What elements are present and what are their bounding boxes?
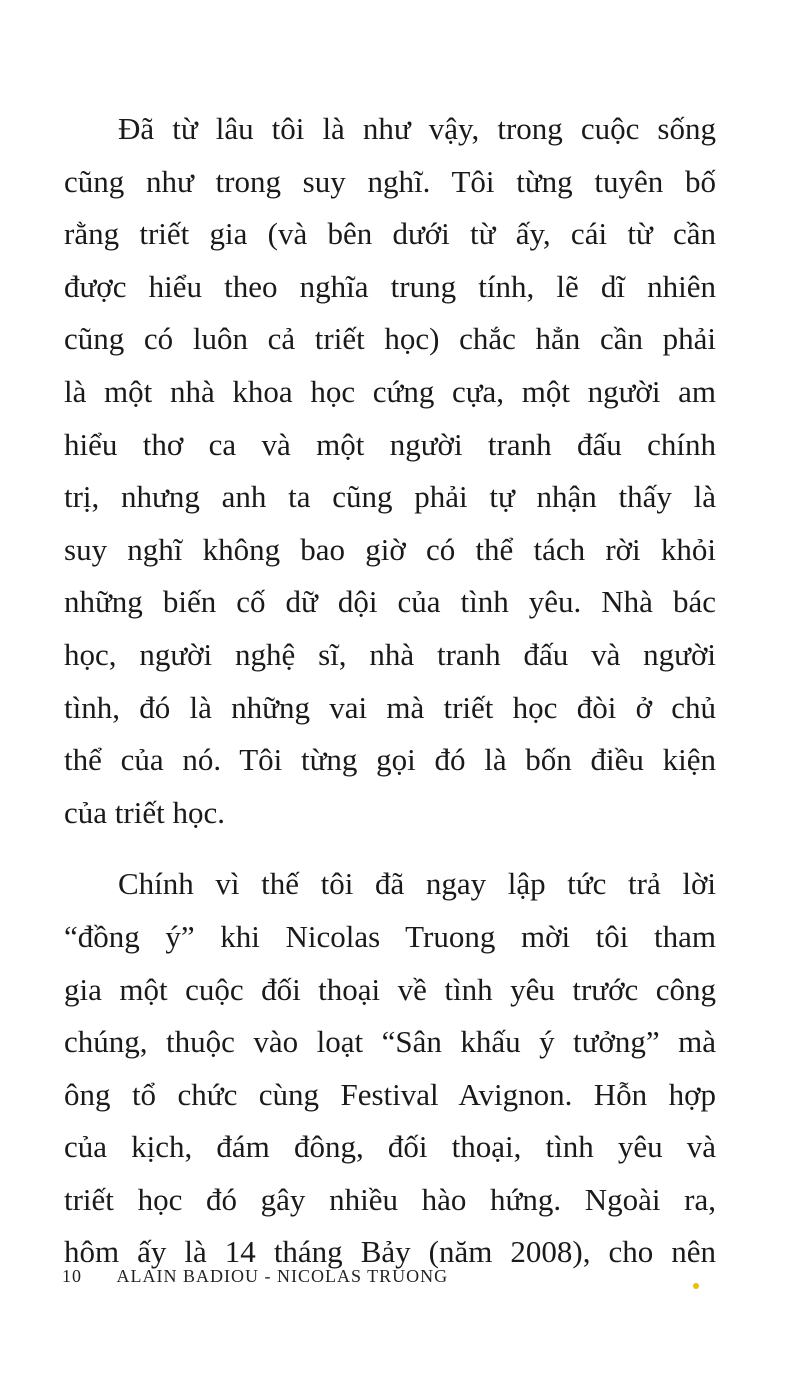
text-line: Đã từ lâu tôi là như vậy, trong cuộc sống xyxy=(118,111,716,146)
paragraph-1 xyxy=(64,103,716,839)
body-text xyxy=(64,103,716,1279)
text-line: rằng triết gia (và bên dưới từ ấy, cái từ cần xyxy=(64,216,716,252)
text-line: triết học đó gây nhiều hào hứng. Ngoài ra, xyxy=(64,1181,716,1217)
text-line: hôm ấy là 14 tháng Bảy (năm 2008), cho nên xyxy=(64,1234,716,1270)
text-line: là một nhà khoa học cứng cựa, một người am xyxy=(64,373,716,409)
text-line: của triết học. xyxy=(64,794,225,830)
page-footer xyxy=(62,1266,448,1287)
text-line: chúng, thuộc vào loạt “Sân khấu ý tưởng” mà xyxy=(64,1024,716,1060)
page-number: 10 xyxy=(62,1266,82,1286)
text-line: gia một cuộc đối thoại về tình yêu trước công xyxy=(64,971,716,1007)
yellow-dot-mark xyxy=(693,1283,699,1289)
running-head: ALAIN BADIOU - NICOLAS TRUONG xyxy=(116,1266,449,1286)
text-line: Chính vì thế tôi đã ngay lập tức trả lời xyxy=(118,866,716,902)
text-line: được hiểu theo nghĩa trung tính, lẽ dĩ nhiên xyxy=(64,268,716,304)
text-line: cũng như trong suy nghĩ. Tôi từng tuyên bố xyxy=(64,163,716,199)
text-line: suy nghĩ không bao giờ có thể tách rời khỏi xyxy=(64,531,716,567)
text-line: cũng có luôn cả triết học) chắc hẳn cần phải xyxy=(64,321,716,357)
text-line: tình, đó là những vai mà triết học đòi ở chủ xyxy=(64,689,716,725)
paragraph-2 xyxy=(64,858,716,1279)
text-line: học, người nghệ sĩ, nhà tranh đấu và người xyxy=(64,636,716,672)
text-line: thể của nó. Tôi từng gọi đó là bốn điều kiện xyxy=(64,742,716,778)
text-line: trị, nhưng anh ta cũng phải tự nhận thấy là xyxy=(64,479,716,515)
text-line: ông tổ chức cùng Festival Avignon. Hỗn hợp xyxy=(64,1076,716,1112)
text-line: “đồng ý” khi Nicolas Truong mời tôi tham xyxy=(64,918,716,954)
text-line: những biến cố dữ dội của tình yêu. Nhà bác xyxy=(64,584,716,620)
text-line: của kịch, đám đông, đối thoại, tình yêu và xyxy=(64,1129,716,1165)
text-line: hiểu thơ ca và một người tranh đấu chính xyxy=(64,426,716,462)
